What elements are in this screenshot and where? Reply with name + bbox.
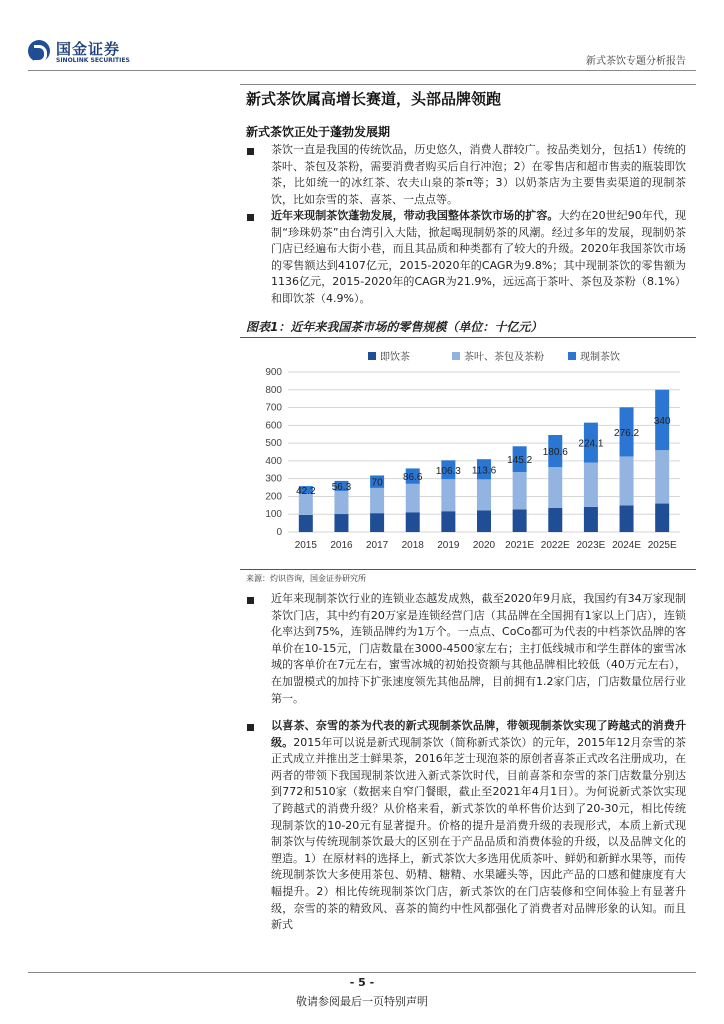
data-label: 145.2	[507, 455, 533, 467]
x-tick-label: 2025E	[647, 540, 677, 551]
header-divider	[28, 70, 696, 71]
x-tick-label: 2019	[437, 540, 460, 551]
bar-segment	[513, 472, 527, 509]
bar-segment	[334, 491, 348, 514]
report-title: 新式茶饮专题分析报告	[586, 56, 686, 67]
x-tick-label: 2021E	[505, 540, 535, 551]
bar-segment	[441, 511, 455, 532]
data-label: 86.6	[402, 472, 423, 484]
retail-scale-chart	[250, 344, 690, 564]
y-tick-label: 900	[265, 367, 282, 378]
logo-text-en: SINOLINK SECURITIES	[56, 57, 130, 64]
x-tick-label: 2016	[330, 540, 353, 551]
paragraph-4-body: 2015年可以说是新式现制茶饮（简称新式茶饮）的元年，2015年12月奈雪的茶正式成立并推出芝士鲜果茶，2016年芝士现泡茶的原创者喜茶正式改名注册成功，在两者的带领下我国现制茶饮进入新式茶饮时代，目前喜茶和奈雪的茶门店数量分别达到772和510家（数据来自窄门餐眼，截止至2021年4月1日）。为何说新式茶饮实现了跨越式的消费升级？从价格来看，新式茶饮的单杯售价达到了20-30元，相比传统现制茶饮的10-20元有显著提升。价格的提升是消费升级的表现形式，本质上新式现制茶饮与传统现制茶饮最大的区别在于产品品质和消费体验的升级，以及品牌文化的塑造。1）在原材料的选择上，新式茶饮大多选用优质茶叶、鲜奶和新鲜水果等，而传统现制茶饮大多使用茶包、奶精、糖精、水果罐头等，因此产品的口感和健康度有大幅提升。2）相比传统现制茶饮门店，新式茶饮的在门店装修和空间体验上有显著升级，奈雪的茶的精致风、喜茶的简约中性风都强化了消费者对品牌形象的认知。而且新式	[271, 735, 687, 932]
bullet-icon	[247, 724, 254, 731]
data-label: 56.3	[331, 481, 352, 493]
bar-segment	[299, 515, 313, 532]
bar-segment	[441, 479, 455, 511]
bullet-icon	[247, 597, 254, 604]
bar-segment	[370, 488, 384, 513]
bar-segment	[655, 450, 669, 503]
title-divider	[240, 84, 696, 85]
figure-source: 来源：灼识咨询，国金证券研究所	[246, 574, 366, 583]
figure-title: 图表1：近年来我国茶市场的零售规模（单位：十亿元）	[246, 320, 543, 334]
data-label: 340	[653, 416, 671, 427]
bar-segment	[406, 484, 420, 512]
data-label: 106.3	[435, 465, 461, 477]
legend-swatch	[368, 352, 376, 360]
data-label: 42.2	[296, 485, 316, 497]
x-tick-label: 2020	[472, 540, 496, 551]
bar-segment	[334, 514, 348, 532]
x-tick-label: 2015	[294, 540, 317, 551]
source-divider	[240, 569, 696, 570]
bar-segment	[477, 510, 491, 532]
y-tick-label: 600	[265, 420, 282, 432]
bar-segment	[584, 462, 598, 506]
data-label: 224.1	[578, 438, 604, 450]
data-label: 70	[371, 477, 383, 489]
y-tick-label: 100	[265, 509, 282, 521]
section-title: 新式茶饮属高增长赛道，头部品牌领跑	[246, 90, 502, 108]
paragraph-4-lead: 以喜茶、奈雪的茶为代表的新式现制茶饮品牌，带领现制茶饮实现了跨越式的消费升级。	[271, 719, 686, 749]
y-tick-label: 800	[265, 384, 282, 396]
legend-swatch	[452, 352, 460, 360]
bullet-icon	[247, 214, 254, 221]
y-tick-label: 500	[265, 438, 282, 450]
bar-segment	[584, 507, 598, 532]
bar-segment	[548, 508, 562, 532]
x-tick-label: 2017	[365, 540, 389, 551]
bar-segment	[620, 505, 634, 532]
x-tick-label: 2018	[401, 540, 424, 551]
bar-segment	[477, 479, 491, 510]
data-label: 113.6	[471, 465, 497, 477]
legend-label: 即饮茶	[380, 352, 410, 363]
footer-divider	[28, 972, 696, 973]
y-tick-label: 400	[265, 455, 282, 467]
paragraph-2-body: 大约在20世纪90年代，现制“珍珠奶茶”由台湾引入大陆，掀起喝现制奶茶的风潮。经过多年的发展，现制奶茶门店已经遍布大街小巷，而且其品质和种类都有了较大的升级。2020年我国茶饮市场的零售额达到4107亿元，2015-2020年的CAGR为9.8%；其中现制茶饮的零售额为1136亿元，2015-2020年的CAGR为21.9%，远远高于茶叶、茶包及茶粉（8.1%）和即饮茶（4.9%）。	[271, 209, 687, 305]
company-logo-icon	[28, 40, 50, 62]
bar-segment	[513, 509, 527, 532]
bar-segment	[548, 467, 562, 508]
y-tick-label: 700	[265, 402, 282, 414]
bullet-icon	[247, 148, 254, 155]
bar-segment	[655, 504, 669, 532]
logo-text-cn: 国金证券	[56, 40, 121, 58]
legend-label: 茶叶、茶包及茶粉	[464, 352, 544, 363]
bar-segment	[620, 456, 634, 505]
paragraph-4	[271, 718, 686, 934]
paragraph-2-lead: 近年来现制茶饮蓬勃发展，带动我国整体茶饮市场的扩容。	[271, 209, 559, 222]
paragraph-1: 茶饮一直是我国的传统饮品，历史悠久，消费人群较广。按品类划分，包括1）传统的茶叶、茶包及茶粉，需要消费者购买后自行冲泡；2）在零售店和超市售卖的瓶装即饮茶，比如统一的冰红茶、农夫山泉的茶π等；3）以奶茶店为主要售卖渠道的现制茶饮，比如奈雪的茶、喜茶、一点点等。	[271, 143, 686, 206]
subsection-title: 新式茶饮正处于蓬勃发展期	[246, 125, 391, 139]
paragraph-3: 近年来现制茶饮行业的连锁业态越发成熟，截至2020年9月底，我国约有34万家现制茶饮门店，其中约有20万家是连锁经营门店（其品牌在全国拥有1家以上门店），连锁化率达到75%，连锁品牌约为1万个。一点点、CoCo都可为代表的中档茶饮品牌的客单价在10-15元，门店数量在3000-4500家左右；主打低线城市和学生群体的蜜雪冰城的客单价在7元左右，蜜雪冰城的初始投资额与其他品牌相比较低（40万元左右），在加盟模式的加持下扩张速度领先其他品牌，目前拥有1.2家门店，门店数量位居行业第一。	[271, 592, 686, 705]
bar-segment	[406, 512, 420, 532]
bar-segment	[370, 513, 384, 532]
x-tick-label: 2022E	[540, 540, 570, 551]
legend-label: 现制茶饮	[580, 352, 620, 363]
data-label: 180.6	[542, 447, 568, 459]
paragraph-2	[271, 208, 686, 308]
disclaimer-text: 敬请参阅最后一页特别声明	[296, 995, 428, 1008]
page-number: - 5 -	[349, 976, 375, 989]
y-tick-label: 200	[265, 491, 282, 503]
y-tick-label: 0	[276, 527, 282, 538]
figure-title-divider	[240, 337, 696, 338]
y-tick-label: 300	[265, 473, 282, 485]
x-tick-label: 2023E	[576, 540, 606, 551]
chart-container	[250, 344, 690, 564]
page-header	[28, 36, 696, 74]
legend-swatch	[568, 352, 576, 360]
x-tick-label: 2024E	[612, 540, 642, 551]
data-label: 276.2	[614, 427, 640, 439]
